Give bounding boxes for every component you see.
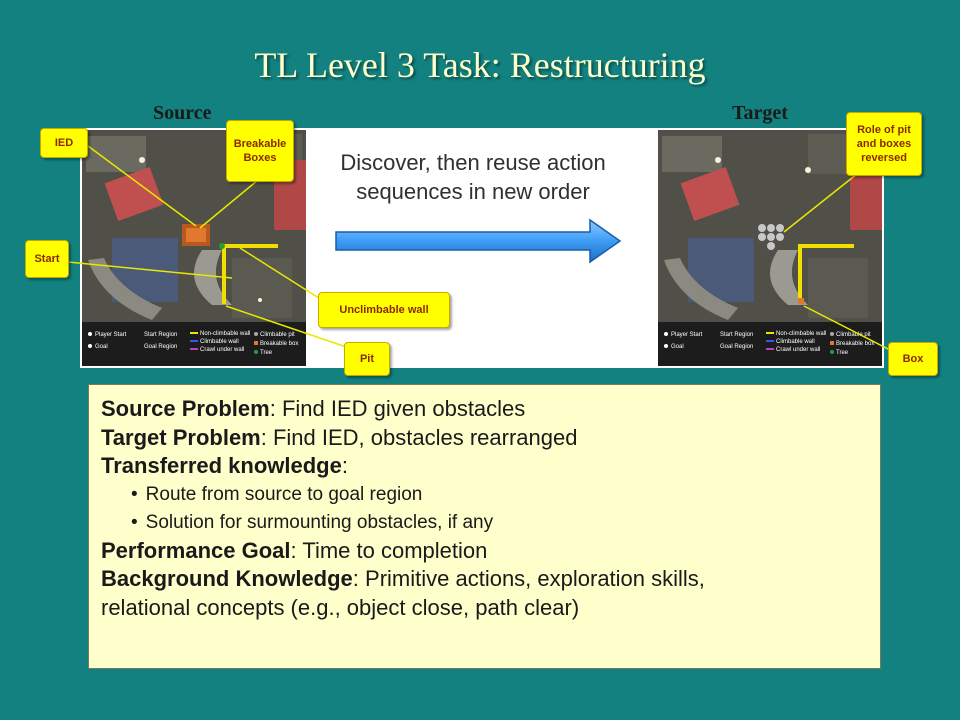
bullet-item: • Solution for surmounting obstacles, if any: [101, 509, 868, 537]
callout-start: [25, 240, 69, 278]
target-problem-label: Target Problem: [101, 424, 261, 450]
performance-text: : Time to completion: [290, 537, 488, 563]
callout-breakable-boxes: [226, 120, 294, 182]
slide-title: TL Level 3 Task: Restructuring: [254, 45, 706, 85]
background-knowledge-line-2: relational concepts (e.g., object close, path clear): [101, 594, 580, 620]
discover-line-2: sequences in new order: [356, 179, 590, 204]
discover-line-1: Discover, then reuse action: [340, 150, 606, 175]
legend-goal-region: Goal Region: [144, 344, 178, 350]
background-text: : Primitive actions, exploration skills,: [352, 566, 705, 591]
legend-player-start: Player Start: [671, 332, 703, 338]
source-problem-line: [101, 395, 868, 424]
legend-crawl: Crawl under wall: [200, 347, 245, 353]
callout-ied-label: IED: [54, 137, 74, 149]
target-problem-line: [101, 424, 868, 453]
callout-role-line-2: and boxes: [856, 138, 912, 150]
legend-tree: Tree: [836, 350, 849, 356]
legend-non-climbable: Non-climbable wall: [200, 331, 251, 337]
legend-crawl: Crawl under wall: [776, 347, 821, 353]
legend-non-climbable: Non-climbable wall: [776, 331, 827, 337]
legend-breakable-box: Breakable box: [836, 341, 875, 347]
legend-climbable: Climbable wall: [776, 339, 815, 345]
info-box: [88, 384, 881, 669]
transferred-label: Transferred knowledge: [101, 453, 342, 478]
callout-breakable-line-1: Breakable: [233, 138, 287, 150]
bullet-item: • Route from source to goal region: [101, 481, 868, 509]
callout-box: [888, 342, 938, 376]
legend-breakable-box: Breakable box: [260, 341, 299, 347]
callout-role-line-1: Role of pit: [857, 124, 911, 136]
legend-goal: Goal: [671, 344, 684, 350]
callout-pit: [344, 342, 390, 376]
legend-player-start: Player Start: [95, 332, 127, 338]
source-problem-text: : Find IED given obstacles: [269, 396, 526, 421]
legend-tree: Tree: [260, 350, 273, 356]
legend-goal-region: Goal Region: [720, 344, 754, 350]
source-label: Source: [153, 102, 212, 124]
callout-start-label: Start: [34, 253, 60, 265]
callout-unclimbable-wall: [318, 292, 450, 328]
transferred-knowledge-line: [101, 452, 868, 481]
legend-climbable-pit: Climbable pit: [836, 332, 871, 338]
performance-goal-line: [101, 537, 868, 566]
target-label: Target: [732, 102, 788, 124]
performance-label: Performance Goal: [101, 537, 291, 563]
background-label: Background Knowledge: [101, 566, 353, 591]
legend-goal: Goal: [95, 344, 108, 350]
transferred-text: :: [341, 453, 348, 478]
legend-start-region: Start Region: [144, 332, 178, 338]
callout-pit-label: Pit: [359, 353, 375, 365]
legend-climbable: Climbable wall: [200, 339, 239, 345]
target-problem-text: : Find IED, obstacles rearranged: [260, 424, 578, 450]
source-problem-label: Source Problem: [101, 396, 270, 421]
callout-ied: [40, 128, 88, 158]
callout-role-line-3: reversed: [861, 152, 907, 164]
background-knowledge-line: [101, 565, 868, 594]
legend-climbable-pit: Climbable pit: [260, 332, 295, 338]
callout-role-reversed: [846, 112, 922, 176]
callout-box-label: Box: [902, 353, 924, 365]
legend-start-region: Start Region: [720, 332, 754, 338]
callout-breakable-line-2: Boxes: [243, 152, 277, 164]
callout-unclimbable-label: Unclimbable wall: [339, 304, 429, 316]
